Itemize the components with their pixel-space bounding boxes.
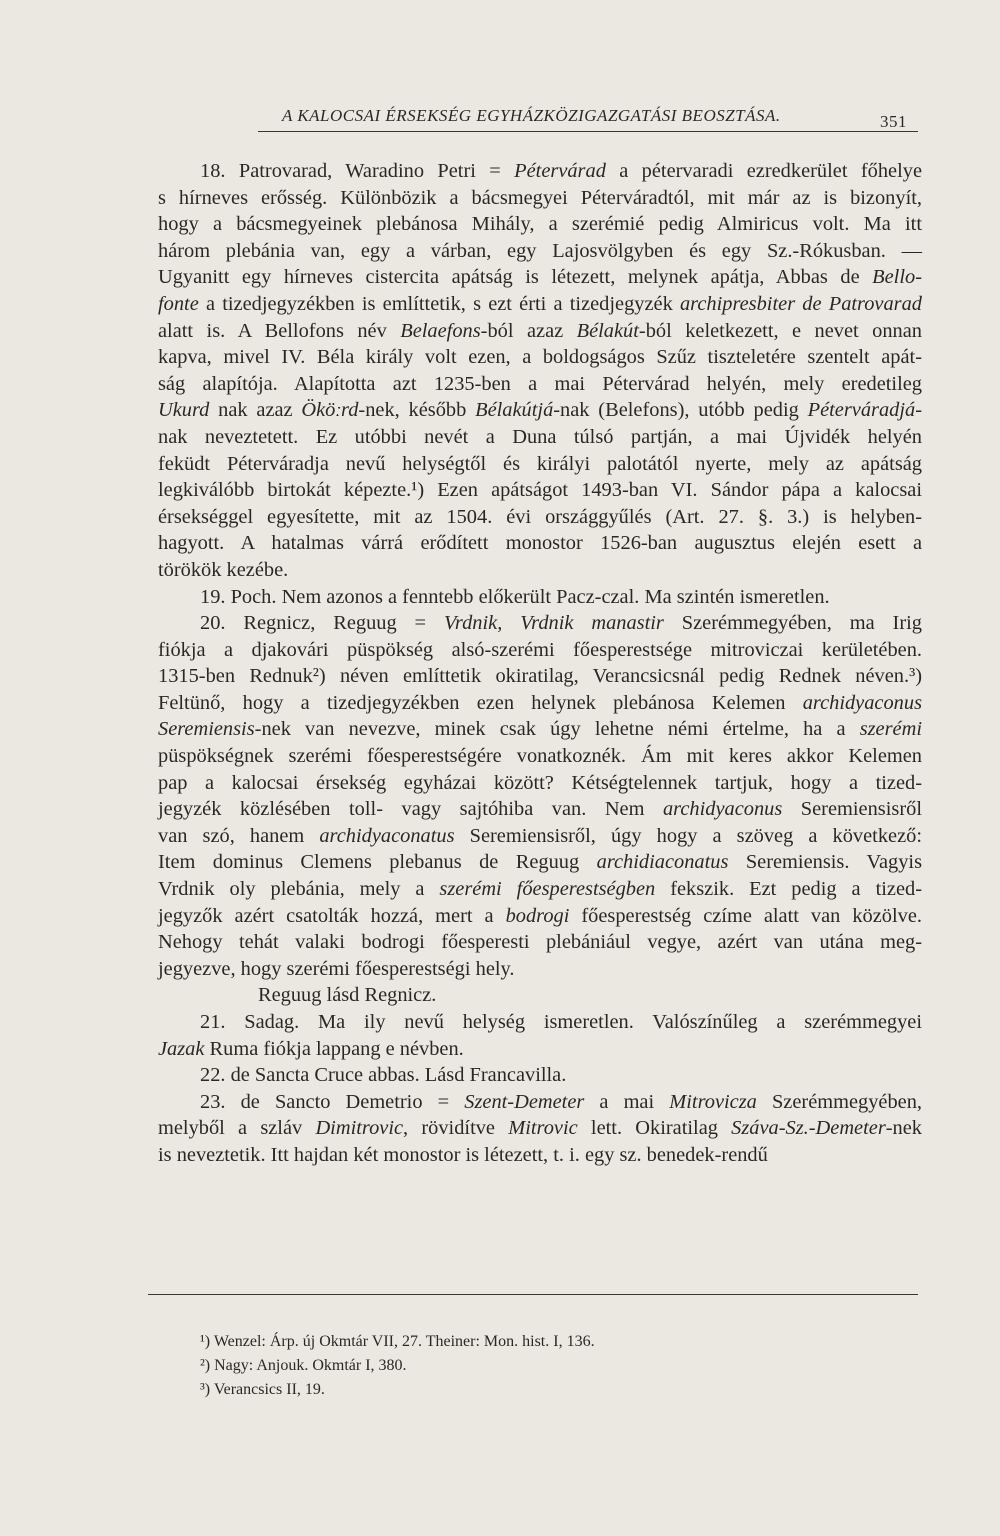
text-line	[158, 1089, 922, 1116]
text-line	[158, 770, 922, 797]
italic-run: Száva-Sz.-Demeter	[731, 1117, 886, 1140]
italic-run: Bello-	[872, 266, 922, 289]
footnote	[200, 1330, 800, 1354]
italic-run: Ököːrd	[301, 399, 359, 422]
text-line	[158, 584, 922, 611]
italic-run: Mitrovicza	[669, 1090, 757, 1113]
italic-run: bodrogi	[505, 904, 570, 927]
italic-run: Pétervárad	[514, 160, 606, 182]
footnote	[200, 1354, 800, 1378]
text-run: -ból azaz	[480, 319, 577, 342]
text-line	[158, 716, 922, 743]
text-run: ság alapítója. Alapította azt 1235-ben a mai Pétervárad helyén, mely eredetileg	[158, 372, 922, 395]
text-run: 19. Poch. Nem azonos a fenntebb előkerült Pacz-czal. Ma szintén ismeretlen.	[200, 585, 830, 608]
text-line	[158, 185, 922, 212]
text-run: Ruma fiókja lappang e névben.	[204, 1037, 464, 1060]
text-run: nak azaz	[209, 399, 302, 422]
text-run: a pétervaradi ezredkerület főhelye	[605, 160, 923, 182]
text-run: 21. Sadag. Ma ily nevű helység ismeretlen. Valószínűleg a szerémmegyei	[200, 1011, 922, 1033]
italic-run: Belaefons	[400, 319, 481, 342]
text-run: van szó, hanem	[158, 824, 320, 847]
text-line	[158, 876, 922, 903]
text-run: ³) Verancsics II, 19.	[200, 1381, 325, 1398]
text-run: -nek van nevezve, minek csak úgy lehetne némi értelme, ha a	[254, 718, 860, 741]
text-run: törökök kezébe.	[158, 558, 289, 581]
italic-run: Mitrovic	[508, 1117, 578, 1140]
text-line	[158, 663, 922, 690]
text-line	[158, 929, 922, 956]
text-run: kapva, mivel IV. Béla király volt ezen, a boldogságos Szűz tiszteletére szentelt apát-	[158, 346, 922, 369]
text-line	[158, 238, 922, 265]
text-run: a tizedjegyzékben is említtetik, s ezt érti a tizedjegyzék	[198, 292, 680, 315]
italic-run: Dimitrovic	[315, 1117, 404, 1140]
italic-run: Bélakút	[576, 319, 639, 342]
text-line	[158, 158, 922, 185]
text-run: Seremiensisről	[782, 798, 922, 821]
text-run: jegyzők azért csatolták hozzá, mert a	[158, 904, 506, 927]
text-line	[158, 610, 922, 637]
body-text	[158, 158, 922, 1169]
text-run: nak neveztetett. Ez utóbbi nevét a Duna túlsó partján, a mai Újvidék helyén	[158, 425, 922, 448]
page-number: 351	[880, 112, 907, 131]
text-run: Nehogy tehát valaki bodrogi főesperesti plebániául vegye, azért van utána meg-	[158, 931, 922, 954]
italic-run: fonte	[158, 292, 199, 315]
text-run: is neveztetik. Itt hajdan két monostor is létezett, t. i. egy sz. benedek-rendű	[158, 1143, 768, 1166]
text-run: 18. Patrovarad, Waradino Petri =	[200, 160, 515, 182]
text-run: s hírneves erősség. Különbözik a bácsmegyei Péterváradtól, mit már az is bizonyít,	[158, 186, 922, 209]
text-line	[158, 1062, 922, 1089]
text-line	[158, 264, 922, 291]
text-run: jegyezve, hogy szerémi főesperestségi hely.	[158, 957, 515, 980]
text-line	[158, 823, 922, 850]
text-run: Item dominus Clemens plebanus de Reguug	[158, 851, 597, 874]
text-run: Seremiensisről, úgy hogy a szöveg a következő:	[454, 824, 922, 847]
text-run: ²) Nagy:	[200, 1357, 257, 1374]
text-line	[158, 211, 922, 238]
text-line	[158, 291, 922, 318]
text-line	[158, 557, 922, 584]
text-run: ¹) Wenzel:	[200, 1333, 270, 1350]
text-run: Szerémmegyében,	[756, 1090, 922, 1113]
text-run: I, 380.	[361, 1357, 407, 1374]
italic-run: szerémi	[859, 718, 922, 741]
text-line	[158, 1009, 922, 1036]
italic-run: Árp. új Okmtár	[269, 1333, 369, 1350]
text-run: hagyott. A hatalmas várrá erődített monostor 1526-ban augusztus elején esett a	[158, 532, 922, 555]
text-run: melyből a szláv	[158, 1117, 316, 1140]
text-run: , rövidítve	[403, 1117, 509, 1140]
italic-run: Ukurd	[158, 399, 210, 422]
text-run: Seremiensis. Vagyis	[728, 851, 923, 874]
text-line	[158, 530, 922, 557]
text-run: érsekséggel egyesítette, mit az 1504. évi országgyűlés (Art. 27. §. 3.) is helyben-	[158, 505, 922, 528]
text-run: püspökségnek szerémi főesperestségére vonatkoznék. Ám mit keres akkor Kelemen	[158, 745, 922, 768]
text-run: főesperestség czíme alatt van közölve.	[569, 904, 922, 927]
text-run: -ból keletkezett, e nevet onnan	[638, 319, 922, 342]
footnote	[200, 1378, 800, 1402]
text-line	[158, 637, 922, 664]
text-run: -nek	[885, 1117, 922, 1140]
text-run: 20. Regnicz, Reguug =	[200, 612, 444, 635]
text-run: három plebánia van, egy a várban, egy Lajosvölgyben és egy Sz.-Rókusban. —	[158, 239, 922, 262]
text-line	[158, 451, 922, 478]
text-run: Szerémmegyében, ma Irig	[663, 612, 922, 635]
text-run: jegyzék közlésében toll- vagy sajtóhiba van. Nem	[158, 798, 663, 821]
text-run: Ugyanitt egy hírneves cistercita apátság is létezett, melynek apátja, Abbas de	[158, 266, 873, 289]
italic-run: Mon. hist.	[483, 1333, 550, 1350]
text-run: 22. de Sancta Cruce abbas. Lásd Francavilla.	[200, 1064, 567, 1087]
italic-run: Anjouk. Okmtár	[256, 1357, 362, 1374]
italic-run: archidiaconatus	[596, 851, 729, 874]
italic-run: Seremiensis	[158, 718, 255, 741]
italic-run: szerémi főesperestségben	[439, 878, 656, 901]
text-line	[158, 504, 922, 531]
text-line	[158, 424, 922, 451]
footnotes	[200, 1330, 800, 1402]
text-line	[158, 982, 922, 1009]
text-line	[158, 371, 922, 398]
text-line	[158, 796, 922, 823]
text-line	[158, 318, 922, 345]
text-run: alatt is. A Bellofons név	[158, 319, 401, 342]
text-line	[158, 477, 922, 504]
text-run: 23. de Sancto Demetrio =	[200, 1090, 465, 1113]
text-line	[158, 1115, 922, 1142]
italic-run: archidyaconus	[662, 798, 783, 821]
text-line	[158, 690, 922, 717]
text-run: VII, 27. Theiner:	[368, 1333, 484, 1350]
text-line	[158, 849, 922, 876]
text-line	[158, 1142, 922, 1169]
text-run: hogy a bácsmegyeinek plebánosa Mihály, a szerémié pedig Almiricus volt. Ma itt	[158, 213, 922, 236]
italic-run: archipresbiter de Patrovarad	[679, 292, 923, 315]
running-head-title: A KALOCSAI ÉRSEKSÉG EGYHÁZKÖZIGAZGATÁSI BEOSZTÁSA.	[282, 106, 781, 125]
text-run: Vrdnik oly plebánia, mely a	[158, 878, 440, 901]
text-line	[158, 956, 922, 983]
text-run: a mai	[584, 1090, 670, 1113]
text-run: lett. Okiratilag	[577, 1117, 732, 1140]
text-run: fekszik. Ezt pedig a tized-	[655, 878, 922, 901]
italic-run: Jazak	[158, 1037, 205, 1060]
text-run: feküdt Péterváradja nevű helységtől és királyi palotától nyerte, mely az apátság	[158, 452, 922, 475]
text-line	[158, 397, 922, 424]
text-run: -nek, később	[358, 399, 476, 422]
text-line	[158, 903, 922, 930]
footnote-rule	[148, 1294, 918, 1295]
italic-run: Vrdnik, Vrdnik manastir	[443, 612, 664, 635]
text-run: legkiválóbb birtokát képezte.¹) Ezen apátságot 1493-ban VI. Sándor pápa a kalocsai	[158, 479, 922, 502]
text-run: -nak (Belefons), utóbb pedig	[553, 399, 808, 422]
text-line	[158, 1036, 922, 1063]
text-run: fiókja a djakovári püspökség alsó-szerémi főesperestsége mitroviczai kerületében.	[158, 638, 922, 661]
text-line	[158, 344, 922, 371]
text-run: Reguug lásd Regnicz.	[258, 984, 437, 1007]
text-run: 1315-ben Rednuk²) néven említtetik okiratilag, Verancsicsnál pedig Rednek néven.³)	[158, 665, 922, 688]
header-rule	[258, 131, 918, 132]
italic-run: archidyaconus	[802, 691, 922, 714]
text-run: pap a kalocsai érsekség egyházai között? Kétségtelennek tartjuk, hogy a tized-	[158, 771, 922, 794]
italic-run: Péterváradjá-	[807, 399, 922, 422]
text-run: I, 136.	[549, 1333, 595, 1350]
italic-run: archidyaconatus	[319, 824, 455, 847]
text-line	[158, 743, 922, 770]
text-run: Feltünő, hogy a tizedjegyzékben ezen helynek plebánosa Kelemen	[158, 691, 803, 714]
italic-run: Bélakútjá	[475, 399, 554, 422]
italic-run: Szent-Demeter	[464, 1090, 585, 1113]
